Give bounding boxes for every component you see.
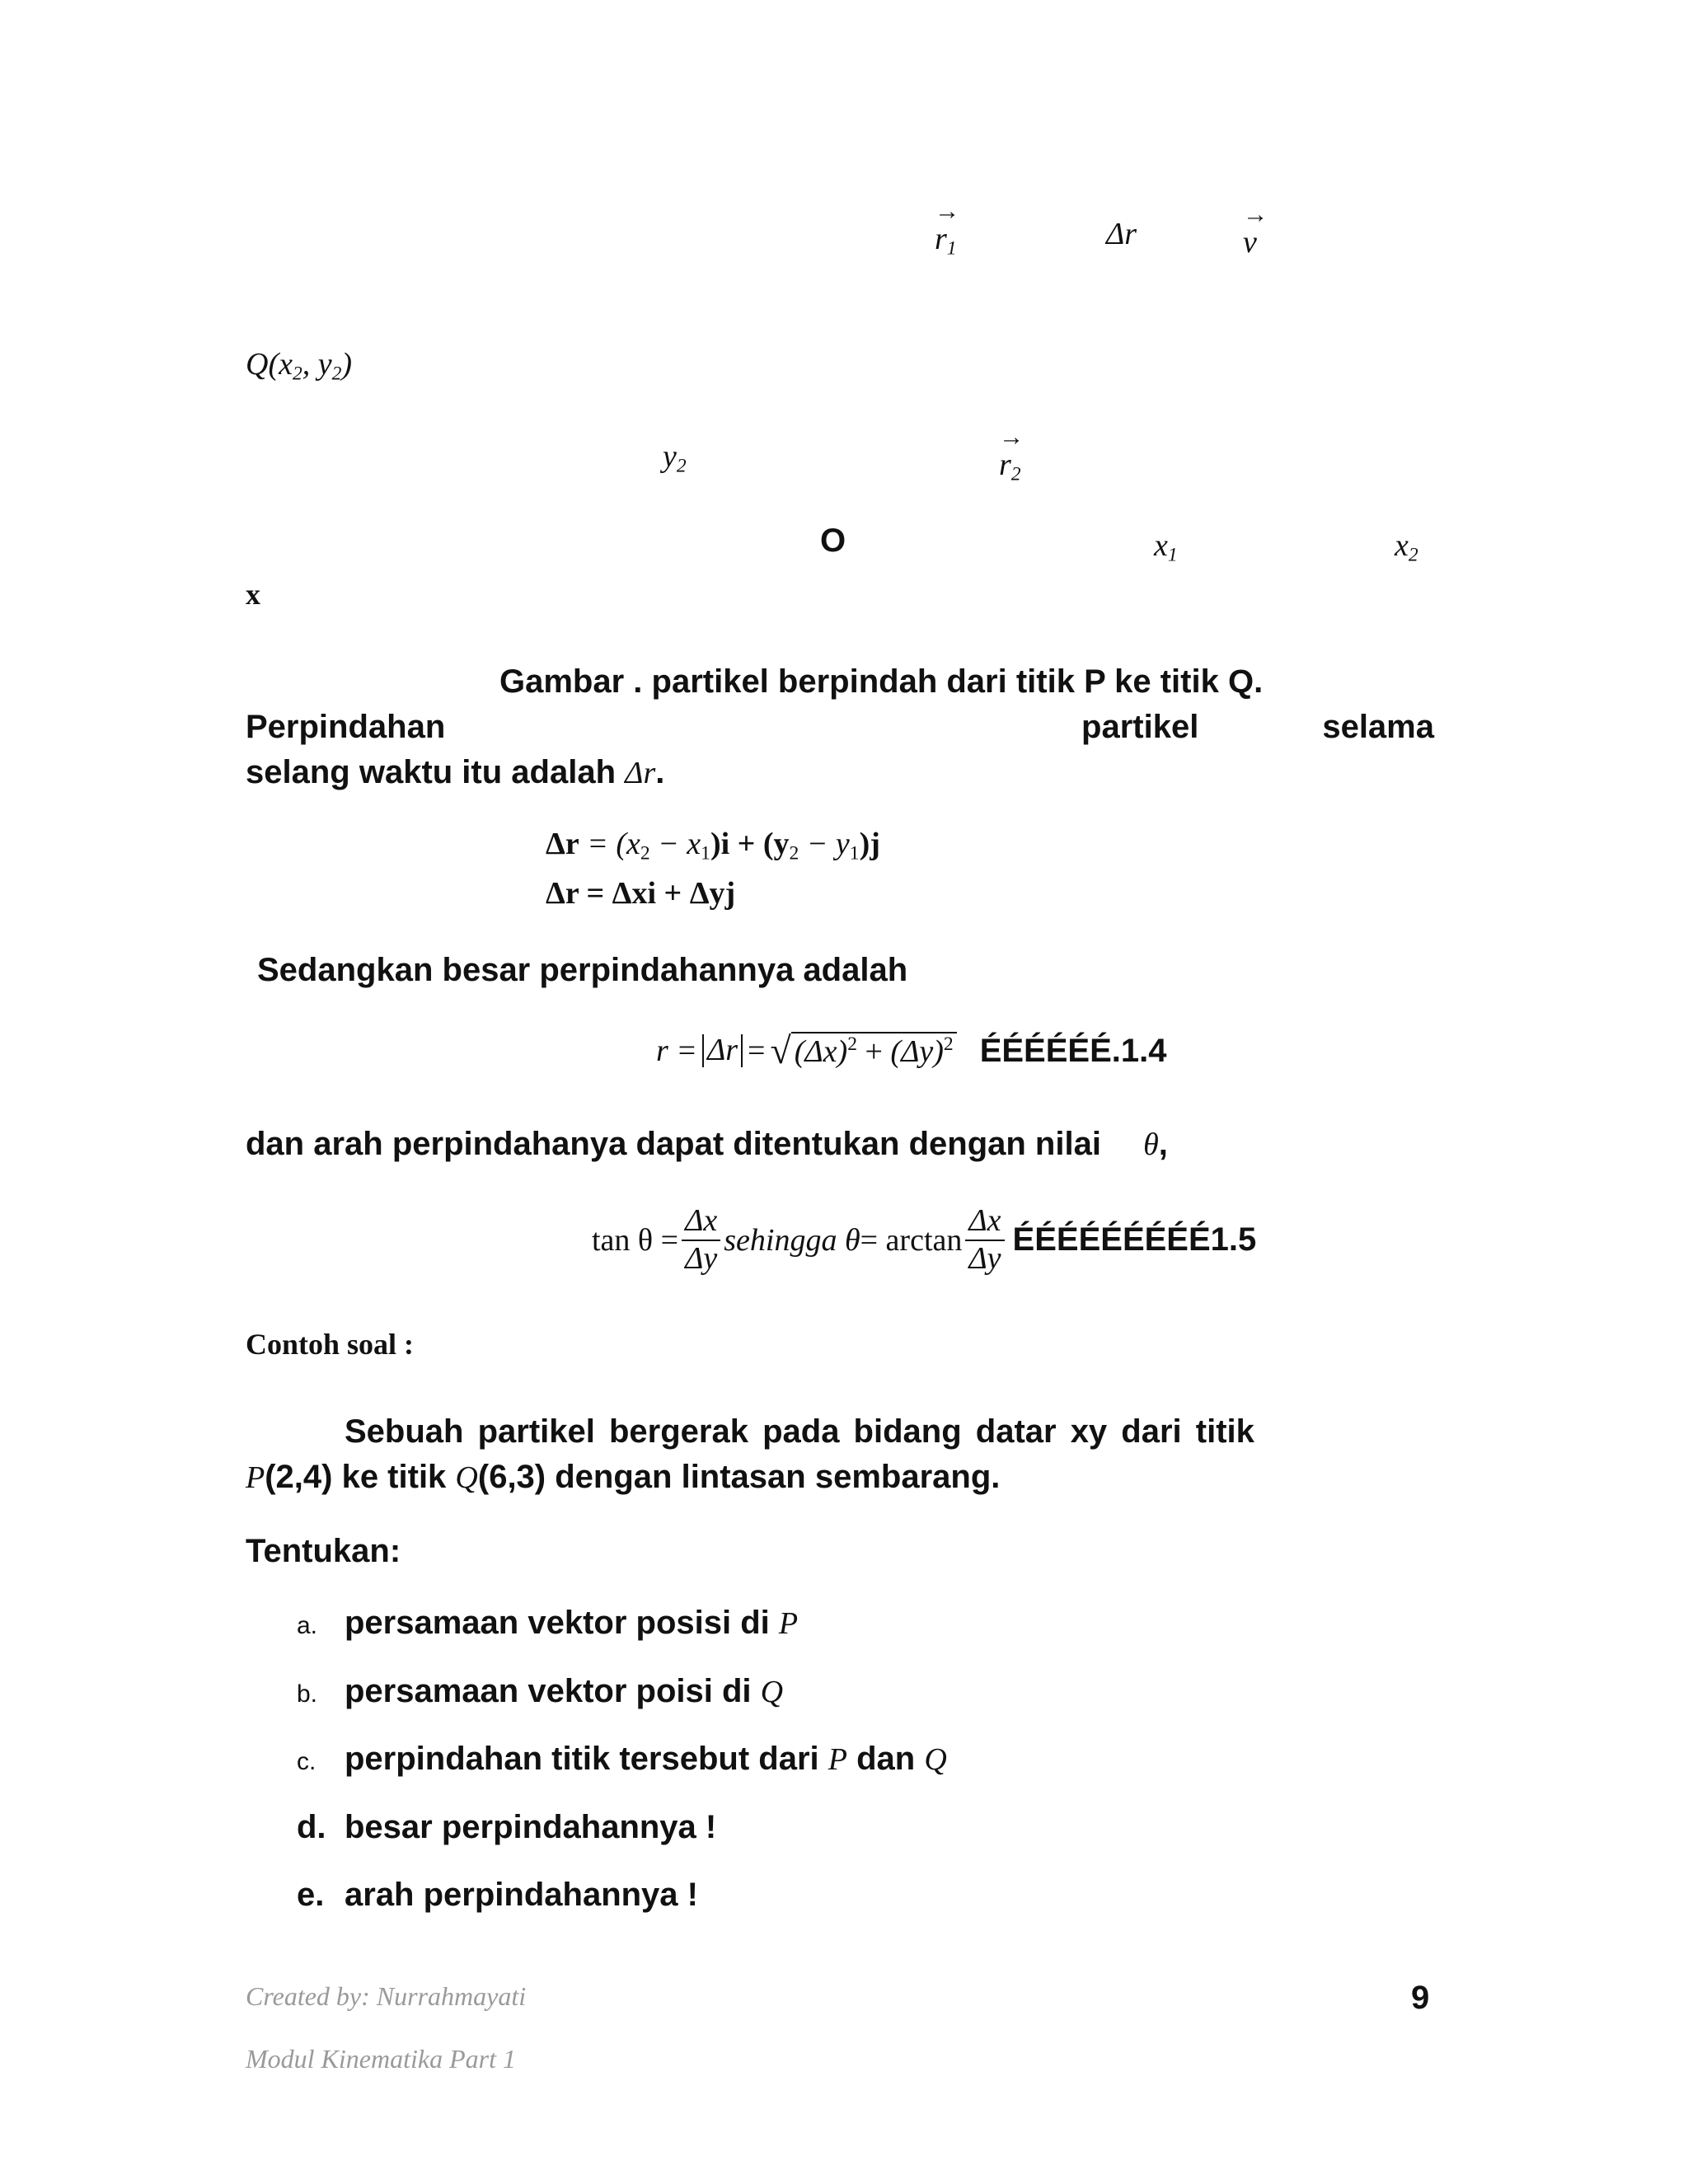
- vector-v-label: → v: [1243, 199, 1268, 260]
- vector-r2-label: → $r_2$: [999, 422, 1025, 485]
- magnitude-equation: r = Δr = √ $(\Delta x)^2 + (\Delta y)^2$ ÉÉÉÉÉÉ.1.4: [656, 1029, 1167, 1071]
- example-line1: Sebuah partikel bergerak pada bidang datar xy dari titik: [345, 1413, 1254, 1450]
- delta-r-label: Δr: [1106, 217, 1137, 251]
- displacement-equation-delta: Δr = Δxi + Δyj: [546, 876, 736, 911]
- vector-r1-label: → $r_1$: [935, 196, 960, 260]
- question-item-e: e. arah perpindahannya !: [297, 1877, 698, 1913]
- caption-word-3: selama: [1322, 709, 1434, 745]
- caption-word-2: partikel: [1081, 709, 1199, 745]
- question-item-a: a. persamaan vektor posisi di P: [297, 1605, 799, 1641]
- equation-ref-1-4: ÉÉÉÉÉÉ.1.4: [979, 1032, 1167, 1069]
- y2-label: $y_2$: [663, 439, 687, 477]
- x1-label: $x_1$: [1154, 528, 1178, 566]
- figure-caption-line3: selang waktu itu adalah Δr.: [246, 754, 665, 790]
- point-q-label: $Q(x_2$, $y_2$): [246, 347, 353, 385]
- origin-label: O: [820, 523, 846, 559]
- footer-created-by: Created by: Nurrahmayati: [246, 1981, 527, 2011]
- example-line2: P(2,4) ke titik Q(6,3) dengan lintasan sembarang.: [246, 1459, 1001, 1495]
- tentukan-label: Tentukan:: [246, 1533, 401, 1569]
- direction-equation: tan θ = $\frac{\Delta x}{\Delta y}$ sehingga θ = arctan $\frac{\Delta x}{\Delta y}$ ÉÉÉÉÉÉÉÉÉ1.5: [592, 1203, 1257, 1276]
- direction-intro: dan arah perpindahanya dapat ditentukan dengan nilai θ,: [246, 1126, 1168, 1162]
- question-item-d: d. besar perpindahannya !: [297, 1809, 717, 1845]
- figure-caption-line2: [246, 709, 1434, 746]
- caption-word-1: Perpindahan: [246, 709, 446, 745]
- x-axis-label: x: [246, 578, 260, 611]
- question-item-b: b. persamaan vektor poisi di Q: [297, 1673, 784, 1709]
- equation-ref-1-5: ÉÉÉÉÉÉÉÉÉ1.5: [1012, 1221, 1257, 1258]
- question-item-c: c. perpindahan titik tersebut dari P dan Q: [297, 1741, 947, 1777]
- example-heading: Contoh soal :: [246, 1328, 415, 1361]
- footer-module-title: Modul Kinematika Part 1: [246, 2044, 516, 2074]
- page-number: 9: [1411, 1980, 1430, 2016]
- figure-caption-line1: Gambar . partikel berpindah dari titik P ke titik Q.: [499, 663, 1264, 700]
- magnitude-intro: Sedangkan besar perpindahannya adalah: [257, 952, 908, 988]
- displacement-equation-components: $\Delta r = (x_2 - x_1)i + (y_2 - y_1)j$: [546, 827, 880, 865]
- x2-label: $x_2$: [1395, 528, 1418, 566]
